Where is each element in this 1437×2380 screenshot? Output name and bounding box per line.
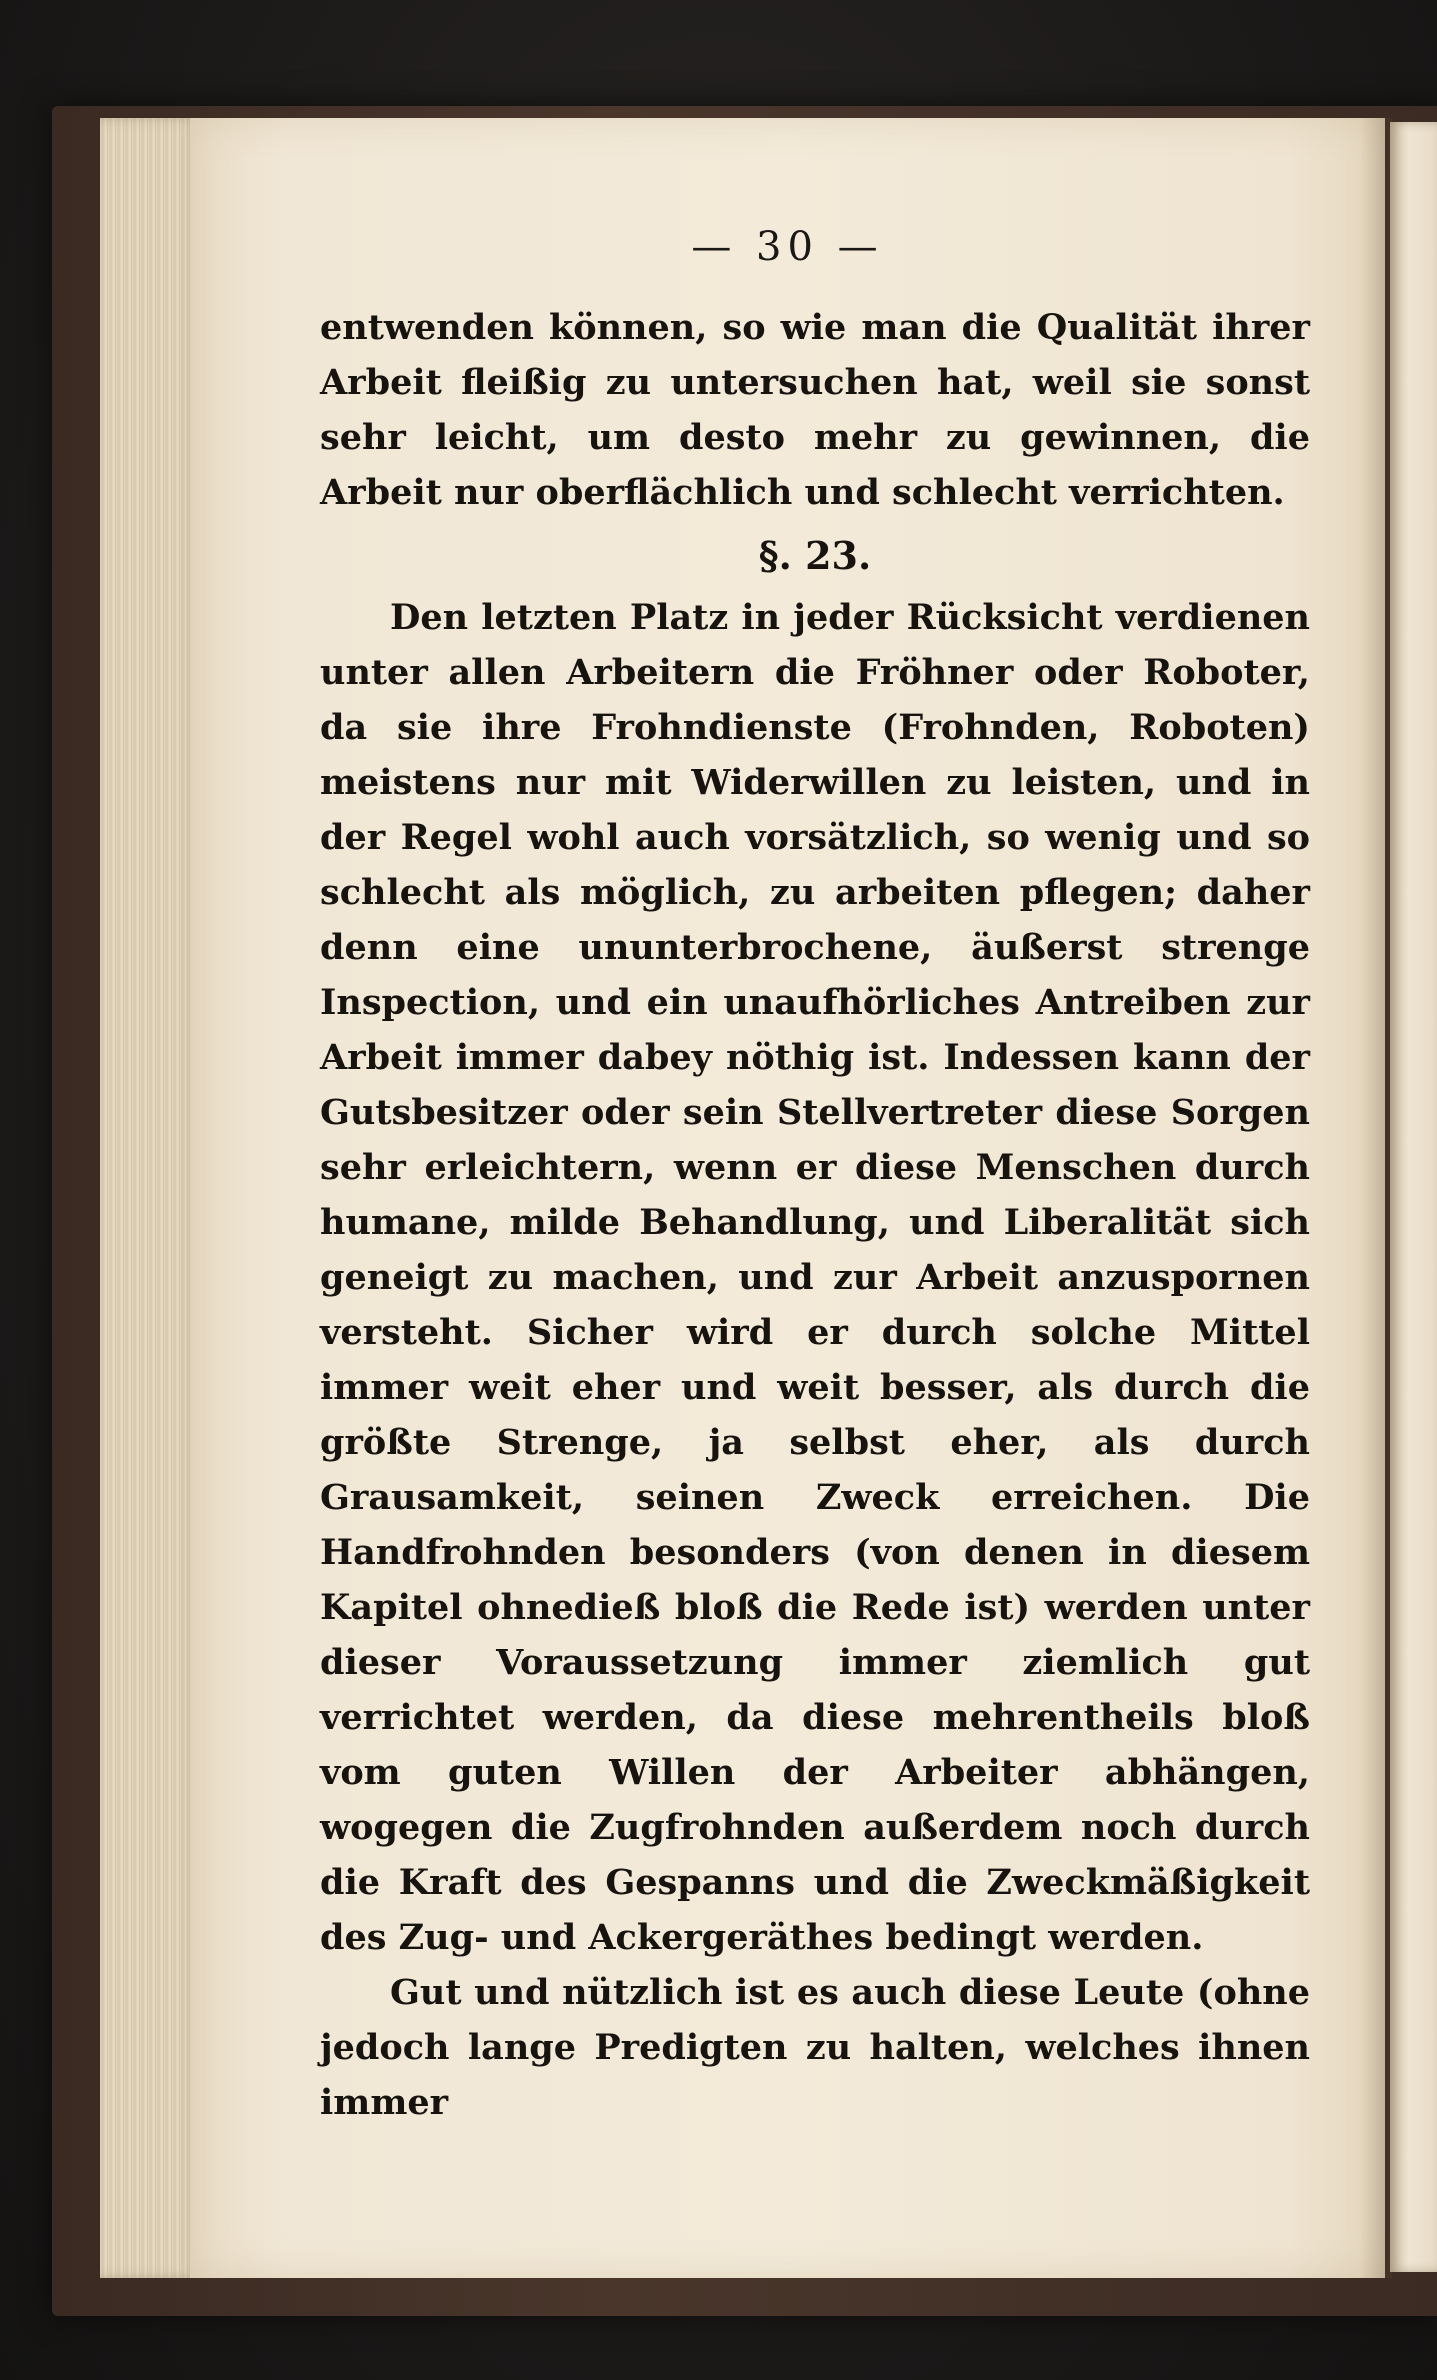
body-paragraph: Den letzten Platz in jeder Rücksicht verdienen unter allen Arbeitern die Fröhner oder Roboter, da sie ihre Frohndienste (Frohnden, Roboten) meistens nur mit Widerwillen zu leisten, und in der Regel wohl auch vorsätzlich, so wenig und so schlecht als möglich, zu arbeiten pflegen; daher denn eine ununterbrochene, äußerst strenge Inspection, und ein unaufhörliches Antreiben zur Arbeit immer dabey nöthig ist. Indessen kann der Gutsbesitzer oder sein Stellvertreter diese Sorgen sehr erleichtern, wenn er diese Menschen durch humane, milde Behandlung, und Liberalität sich geneigt zu machen, und zur Arbeit anzuspornen versteht. Sicher wird er durch solche Mittel immer weit eher und weit besser, als durch die größte Strenge, ja selbst eher, als durch Grausamkeit, seinen Zweck erreichen. Die Handfrohnden besonders (von denen in diesem Kapitel ohnedieß bloß die Rede ist) werden unter dieser Voraussetzung immer ziemlich gut verrichtet werden, da diese mehrentheils bloß vom guten Willen der Arbeiter abhängen, wogegen die Zugfrohnden außerdem noch durch die Kraft des Gespanns und die Zweckmäßigkeit des Zug- und Ackergeräthes bedingt werden. [320,597,1310,1958]
section-heading: §. 23. [758,533,872,578]
continuation-paragraph: entwenden können, so wie man die Qualität ihrer Arbeit fleißig zu untersuchen hat, weil sie sonst sehr leicht, um desto mehr zu gewinnen, die Arbeit nur oberflächlich und schlecht verrichten. [320,307,1310,513]
page-text [320,300,1310,2130]
gutter-shadow [1360,118,1392,2278]
closing-paragraph: Gut und nützlich ist es auch diese Leute (ohne jedoch lange Predigten zu halten, welches ihnen immer [320,1972,1310,2123]
page-edges [100,118,200,2278]
facing-page-edge [1390,122,1437,2272]
page-number: — 30 — [691,224,884,270]
